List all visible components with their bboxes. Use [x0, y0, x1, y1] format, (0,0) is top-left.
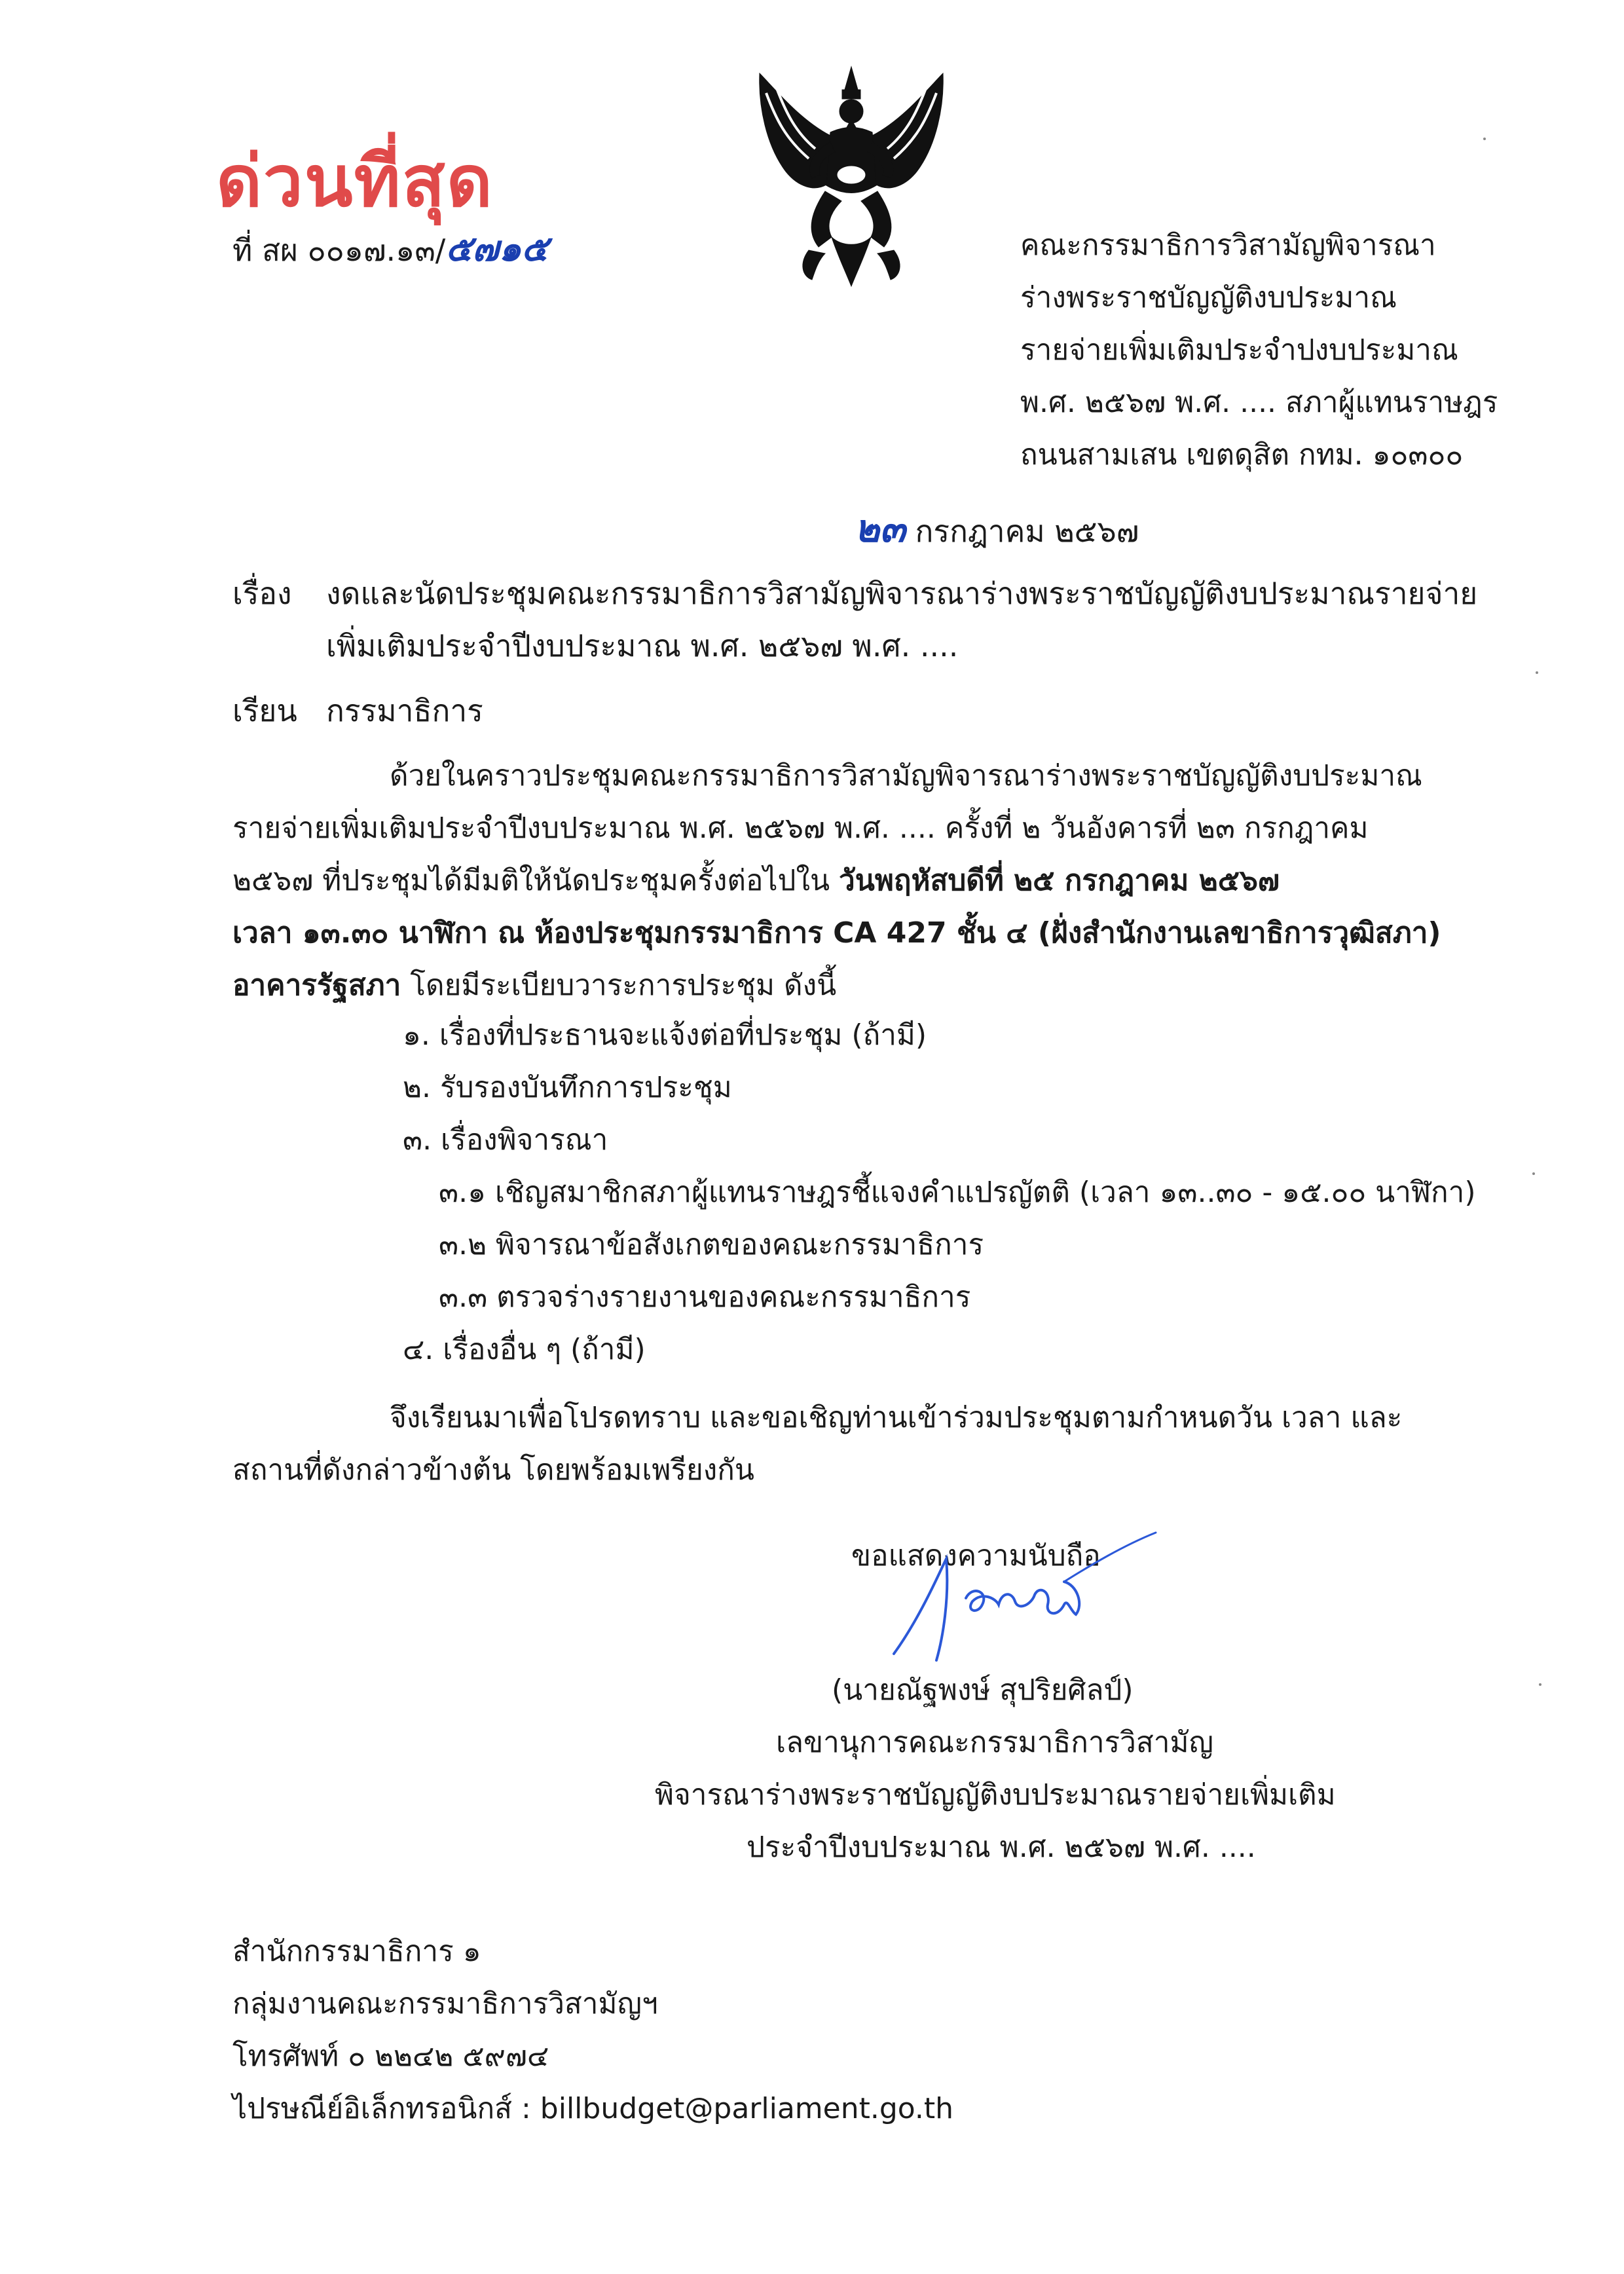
- footer-email: ไปรษณีย์อิเล็กทรอนิกส์ : billbudget@parliament.go.th: [232, 2092, 954, 2125]
- footer-phone: โทรศัพท์ ๐ ๒๒๔๒ ๕๙๗๔: [232, 2040, 549, 2073]
- agenda-subitem: ๓.๓ ตรวจร่างรายงานของคณะกรรมาธิการ: [439, 1280, 971, 1314]
- subject-line: เพิ่มเติมประจำปีงบประมาณ พ.ศ. ๒๕๖๗ พ.ศ. ....: [326, 628, 959, 663]
- meeting-time-location-bold: เวลา ๑๓.๓๐ นาฬิกา ณ ห้องประชุมกรรมาธิการ CA 427 ชั้น ๔ (ฝั่งสำนักงานเลขาธิการวุฒิสภา): [232, 916, 1441, 950]
- scan-speck: [1536, 671, 1538, 674]
- urgency-stamp: ด่วนที่สุด: [216, 141, 494, 223]
- complimentary-close: ขอแสดงความนับถือ: [851, 1539, 1101, 1573]
- sender-address-line: พ.ศ. ๒๕๖๗ พ.ศ. .... สภาผู้แทนราษฎร: [1020, 386, 1498, 419]
- sender-address-line: คณะกรรมาธิการวิสามัญพิจารณา: [1020, 229, 1436, 262]
- closing-paragraph: [232, 1392, 1437, 1497]
- closing-line: สถานที่ดังกล่าวข้างต้น โดยพร้อมเพรียงกัน: [232, 1453, 754, 1487]
- reference-prefix: ที่ สผ ๐๐๑๗.๑๓/: [232, 233, 446, 268]
- sender-address: [1020, 219, 1498, 481]
- body-text: โดยมีระเบียบวาระการประชุม ดังนี้: [401, 969, 837, 1002]
- reference-number: [232, 220, 548, 276]
- sender-address-line: ร่างพระราชบัญญัติงบประมาณ: [1020, 281, 1397, 314]
- scan-speck: [1532, 1172, 1535, 1175]
- date-month-year: กรกฎาคม ๒๕๖๗: [915, 513, 1139, 549]
- footer-unit: กลุ่มงานคณะกรรมาธิการวิสามัญฯ: [232, 1987, 658, 2021]
- signatory-title: ประจำปีงบประมาณ พ.ศ. ๒๕๖๗ พ.ศ. ....: [747, 1831, 1256, 1864]
- agenda-item: ๒. รับรองบันทึกการประชุม: [403, 1071, 732, 1104]
- footer-department: สำนักกรรมาธิการ ๑: [232, 1935, 481, 1968]
- handwritten-signature-icon: [868, 1519, 1169, 1683]
- garuda-emblem-icon: [747, 60, 956, 296]
- body-line: [232, 855, 1437, 907]
- signatory-name: (นายณัฐพงษ์ สุปริยศิลป์): [832, 1673, 1134, 1707]
- meeting-building-bold: อาคารรัฐสภา: [232, 969, 401, 1002]
- body-line: [232, 960, 1437, 1012]
- subject-line: งดและนัดประชุมคณะกรรมาธิการวิสามัญพิจารณาร่างพระราชบัญญัติงบประมาณรายจ่าย: [326, 576, 1478, 611]
- agenda-item: ๑. เรื่องที่ประธานจะแจ้งต่อที่ประชุม (ถ้ามี): [403, 1018, 927, 1052]
- contact-footer: [232, 1926, 953, 2135]
- scan-speck: [1539, 1683, 1541, 1686]
- sender-address-line: รายจ่ายเพิ่มเติมประจำปงบประมาณ: [1020, 333, 1458, 367]
- salutation-label: เรียน: [232, 693, 297, 728]
- reference-handwritten-number: ๕๗๑๕: [445, 228, 548, 269]
- body-line: ด้วยในคราวประชุมคณะกรรมาธิการวิสามัญพิจารณาร่างพระราชบัญญัติงบประมาณ: [390, 759, 1422, 792]
- agenda-item: ๔. เรื่องอื่น ๆ (ถ้ามี): [403, 1333, 646, 1366]
- scan-speck: [1483, 138, 1486, 140]
- body-paragraph: [232, 750, 1441, 1012]
- agenda-item: ๓. เรื่องพิจารณา: [403, 1123, 608, 1157]
- signatory-title: เลขานุการคณะกรรมาธิการวิสามัญ: [776, 1726, 1213, 1759]
- closing-line: จึงเรียนมาเพื่อโปรดทราบ และขอเชิญท่านเข้าร่วมประชุมตามกำหนดวัน เวลา และ: [390, 1401, 1403, 1434]
- agenda-subitem: ๓.๑ เชิญสมาชิกสภาผู้แทนราษฎรชี้แจงคำแปรญัตติ (เวลา ๑๓..๓๐ - ๑๕.๐๐ นาฬิกา): [439, 1176, 1476, 1209]
- body-line: รายจ่ายเพิ่มเติมประจำปีงบประมาณ พ.ศ. ๒๕๖๗ พ.ศ. .... ครั้งที่ ๒ วันอังคารที่ ๒๓ กรกฎาคม: [232, 811, 1369, 845]
- agenda-subitem: ๓.๒ พิจารณาข้อสังเกตของคณะกรรมาธิการ: [439, 1228, 984, 1261]
- document-date: [855, 498, 1139, 559]
- date-day-handwritten: ๒๓: [855, 506, 906, 551]
- signatory-title: พิจารณาร่างพระราชบัญญัติงบประมาณรายจ่ายเพิ่มเติม: [655, 1778, 1336, 1812]
- body-text: ๒๕๖๗ ที่ประชุมได้มีมติให้นัดประชุมครั้งต่อไปใน: [232, 864, 840, 897]
- subject-label: เรื่อง: [232, 576, 292, 611]
- sender-address-line: ถนนสามเสน เขตดุสิต กทม. ๑๐๓๐๐: [1020, 438, 1464, 472]
- salutation-recipient: กรรมาธิการ: [326, 693, 483, 728]
- meeting-date-bold: วันพฤหัสบดีที่ ๒๕ กรกฎาคม ๒๕๖๗: [839, 864, 1280, 897]
